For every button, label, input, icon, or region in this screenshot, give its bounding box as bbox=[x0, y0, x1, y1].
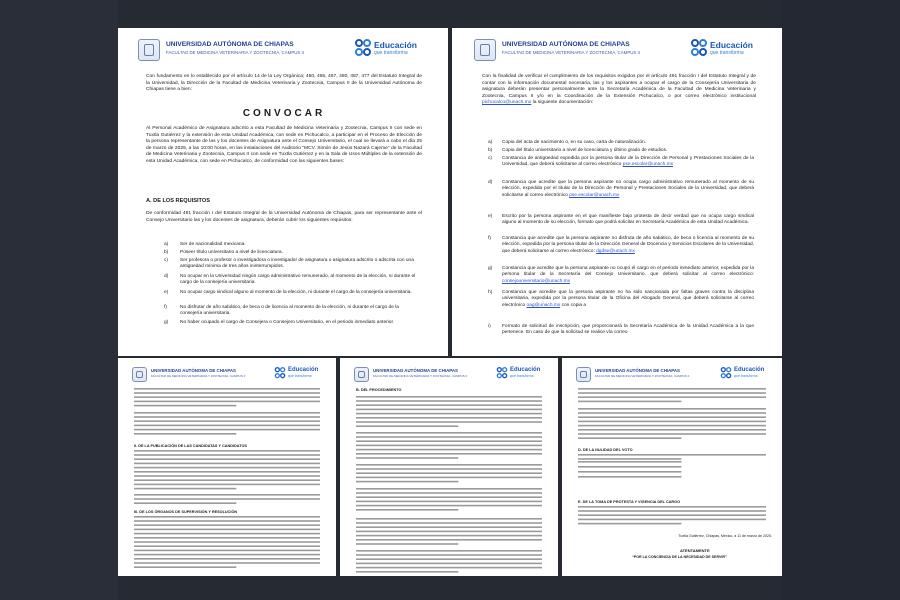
document-email-link[interactable]: consejouniversitario@unach.mx bbox=[502, 278, 571, 284]
text-line bbox=[356, 396, 542, 398]
text-line bbox=[356, 535, 542, 537]
document-marker: a) bbox=[488, 140, 493, 145]
text-line bbox=[134, 533, 320, 535]
university-name: UNIVERSIDAD AUTÓNOMA DE CHIAPAS bbox=[373, 368, 458, 373]
text-line bbox=[134, 529, 320, 531]
faculty-name: FACULTAD DE MEDICINA VETERINARIA Y ZOOTECNIA, CAMPUS II bbox=[502, 50, 641, 55]
document-text-body: Escrito por la persona aspirante en el que manifieste bajo protesta de decir verdad que no ocupa cargo sindical alguno al momento de su elección, formato que podrá solicitar en Secretaría Académica de esta Unidad Académica. bbox=[502, 214, 754, 226]
text-line bbox=[134, 520, 320, 522]
document-email-link[interactable]: pse.escolar@unach.mx bbox=[569, 192, 620, 198]
document-text bbox=[502, 266, 754, 285]
requirements-intro: De conformidad 491 fracción I del Estatuto Integral de la Universidad Autónoma de Chiapas, para ser representante ante el Consejo Universitario las y los docentes de asignatura, deberán cubrir los siguientes requisitos: bbox=[146, 211, 422, 223]
faculty-name: FACULTAD DE MEDICINA VETERINARIA Y ZOOTECNIA, CAMPUS II bbox=[373, 374, 468, 378]
text-line bbox=[134, 471, 320, 473]
document-marker: f) bbox=[488, 236, 491, 241]
text-line bbox=[134, 429, 320, 431]
text-line bbox=[134, 494, 320, 496]
text-line bbox=[356, 531, 542, 533]
text-line bbox=[356, 543, 458, 545]
document-text bbox=[502, 180, 754, 199]
text-line bbox=[578, 506, 766, 508]
text-line bbox=[356, 468, 542, 470]
text-line bbox=[134, 558, 320, 560]
requirement-marker: e) bbox=[164, 290, 169, 295]
text-line bbox=[134, 458, 320, 460]
text-line bbox=[134, 516, 320, 518]
logo-tagline: que transforma bbox=[710, 50, 744, 56]
intro-email-link[interactable]: pichucalco@unach.mx bbox=[482, 100, 532, 106]
document-email-link[interactable]: pse.escolar@unach.mx bbox=[622, 162, 673, 168]
logo-text: Educación bbox=[710, 40, 753, 50]
text-line bbox=[356, 409, 542, 411]
text-line bbox=[356, 550, 542, 552]
document-marker: h) bbox=[488, 290, 493, 295]
text-line bbox=[356, 571, 458, 573]
logo-text: Educación bbox=[288, 367, 319, 373]
requirement-marker: c) bbox=[164, 258, 168, 263]
text-line bbox=[356, 477, 542, 479]
text-line bbox=[578, 392, 766, 394]
document-page-2 bbox=[452, 28, 782, 356]
university-name: UNIVERSIDAD AUTÓNOMA DE CHIAPAS bbox=[151, 368, 236, 373]
text-line bbox=[578, 476, 681, 478]
text-line bbox=[578, 523, 681, 525]
section-a-heading: A. DE LOS REQUISITOS bbox=[146, 198, 210, 204]
text-line bbox=[356, 425, 458, 427]
document-page-5 bbox=[562, 358, 782, 576]
requirement-text: No ocupar cargo sindical alguno al momento de la elección, ni durante el cargo de la consejería universitaria. bbox=[180, 290, 412, 295]
requirement-text: Ser de nacionalidad mexicana. bbox=[180, 242, 246, 247]
document-marker: e) bbox=[488, 214, 493, 219]
requirement-marker: g) bbox=[164, 320, 169, 325]
call-paragraph: Al Personal Académico de Asignatura adscrito a esta Facultad de Medicina Veterinaria y Zootecnia, Campus II con sede en Tuxtla Gutiérrez y la extensión de esta Unidad Académica, con sede en Pichucalco, a participar en el Proceso de Elección de la persona representante de las y los docentes de Asignatura ante el Consejo Universitario, el cual se llevará a cabo el día 25 de marzo de 2025, a las 10:00 horas, en las instalaciones del Auditorio “MCV. Simón de Jesús Nazará Cajeme” de la Facultad de Medicina Veterinaria y Zootecnia, Campus II con sede en Tuxtla Gutiérrez y en la Sala de Usos Múltiples de la extensión de esta Unidad Académica, con sede en Pichucalco, de conformidad con las siguientes bases: bbox=[146, 126, 422, 165]
text-line bbox=[578, 401, 681, 403]
university-name: UNIVERSIDAD AUTÓNOMA DE CHIAPAS bbox=[595, 368, 680, 373]
text-line bbox=[356, 417, 542, 419]
document-text-body: Copia del acta de nacimiento o, en su caso, carta de naturalización. bbox=[502, 140, 646, 145]
text-line bbox=[134, 396, 320, 398]
signing-date: Tuxtla Gutiérrez, Chiapas, México, a 11 de marzo de 2025. bbox=[678, 534, 772, 538]
text-line bbox=[578, 437, 681, 439]
education-logo-icon bbox=[690, 38, 708, 58]
text-line bbox=[134, 498, 320, 500]
requirement-marker: b) bbox=[164, 250, 169, 255]
document-page-4 bbox=[340, 358, 558, 576]
page5-text-block bbox=[562, 358, 782, 576]
text-line bbox=[356, 436, 542, 438]
document-text-body: Constancia de antigüedad expedida por la persona titular de la Dirección de Personal y Prestaciones Sociales de la Universidad, que deberá solicitarse al correo electrónico bbox=[502, 156, 754, 168]
text-line bbox=[356, 522, 542, 524]
text-line bbox=[578, 510, 766, 512]
logo-tagline: que transforma bbox=[734, 374, 758, 378]
document-page-1 bbox=[118, 28, 448, 356]
background-right bbox=[782, 0, 900, 600]
text-line bbox=[134, 463, 320, 465]
text-line bbox=[134, 388, 320, 390]
logo-text: Educación bbox=[510, 367, 541, 373]
page5-section-d-heading: D. DE LA NULIDAD DEL VOTO bbox=[578, 448, 633, 452]
text-line bbox=[356, 449, 542, 451]
logo-tagline: que transforma bbox=[374, 50, 408, 56]
document-email-link[interactable]: dgdse@unach.mx bbox=[596, 248, 635, 254]
text-line bbox=[134, 433, 236, 435]
university-crest-icon bbox=[138, 39, 160, 61]
requirement-text: No ocupar en la Universidad ningún cargo administrativo remunerado, al momento de la elección, ni durante el cargo de la consejería universitaria. bbox=[180, 274, 416, 286]
faculty-name: FACULTAD DE MEDICINA VETERINARIA Y ZOOTECNIA, CAMPUS II bbox=[595, 374, 690, 378]
document-text-body: Formato de solicitud de inscripción, que proporcionará la Secretaría Académica de la Unidad Académica a la que pertenece. En caso de que la solicitud se realice vía correo bbox=[502, 324, 754, 336]
text-line bbox=[134, 454, 320, 456]
text-line bbox=[578, 458, 681, 460]
document-marker: g) bbox=[488, 266, 493, 271]
text-line bbox=[356, 567, 542, 569]
text-line bbox=[578, 425, 766, 427]
text-line bbox=[134, 566, 236, 568]
document-text bbox=[502, 236, 754, 255]
text-line bbox=[356, 501, 542, 503]
text-line bbox=[578, 454, 766, 456]
text-line bbox=[356, 404, 542, 406]
text-line bbox=[134, 502, 236, 504]
text-line bbox=[356, 400, 542, 402]
requirement-text: Ser profesora o profesor o investigadora o investigador de asignatura o asignatura adscrito o adscrita con una antigüedad mínima de tres años ininterrumpidos. bbox=[180, 258, 414, 270]
document-text-body: Constancia que acredite que la persona aspirante no ha sido sancionada por faltas graves contra la disciplina universitaria, expedida por la persona titular de la Oficina del Abogado General, que deberá solicitarse al correo electrónico bbox=[502, 290, 754, 308]
text-line bbox=[134, 405, 236, 407]
text-line bbox=[134, 425, 320, 427]
page3-section-2-heading: II. DE LA PUBLICACIÓN DE LAS CANDIDATAS Y CANDIDATOS bbox=[134, 444, 247, 448]
text-line bbox=[356, 488, 542, 490]
text-line bbox=[578, 396, 766, 398]
document-text bbox=[502, 214, 754, 227]
document-text bbox=[502, 324, 754, 337]
document-page-3 bbox=[118, 358, 336, 576]
document-text bbox=[502, 140, 754, 146]
text-line bbox=[578, 461, 681, 463]
page3-section-3-heading: III. DE LOS ÓRGANOS DE SUPERVISIÓN Y RESOLUCIÓN bbox=[134, 510, 238, 514]
text-line bbox=[578, 412, 766, 414]
text-line bbox=[356, 432, 542, 434]
document-text-after: con copia a bbox=[561, 302, 587, 308]
text-line bbox=[356, 492, 542, 494]
document-text-body: Copia del título universitario a nivel de licenciatura y último grado de estudios. bbox=[502, 148, 668, 153]
document-marker: c) bbox=[488, 156, 492, 161]
document-text bbox=[502, 290, 754, 309]
logo-text: Educación bbox=[374, 40, 417, 50]
text-line bbox=[134, 467, 320, 469]
page3-text-block bbox=[118, 358, 336, 576]
text-line bbox=[134, 479, 320, 481]
document-marker: i) bbox=[488, 324, 491, 329]
requirement-text: Poseer título universitario a nivel de licenciatura. bbox=[180, 250, 283, 255]
text-line bbox=[578, 471, 681, 473]
text-line bbox=[356, 481, 458, 483]
text-line bbox=[134, 488, 236, 490]
text-line bbox=[578, 433, 766, 435]
text-line bbox=[356, 445, 542, 447]
text-line bbox=[134, 545, 320, 547]
text-line bbox=[356, 505, 542, 507]
text-line bbox=[578, 519, 766, 521]
requirement-text: No haber ocupado el cargo de Consejera o Consejero Universitario, en el periodo inmediato anterior. bbox=[180, 320, 395, 325]
faculty-name: FACULTAD DE MEDICINA VETERINARIA Y ZOOTECNIA, CAMPUS II bbox=[151, 374, 246, 378]
education-logo bbox=[690, 38, 770, 60]
text-line bbox=[356, 558, 542, 560]
text-line bbox=[578, 416, 766, 418]
page4-text-block bbox=[340, 358, 558, 576]
document-text-body: Constancia que acredite que la persona aspirante no disfruta de año sabático, de beca o licencia al momento de su elección, expedida por la persona titular de la Dirección General de Docencia y Servicios Escolares de la Universidad, que deberá solicitarse al correo electrónico: bbox=[502, 236, 754, 254]
document-marker: b) bbox=[488, 148, 493, 153]
text-line bbox=[134, 484, 320, 486]
signature-salutation: ATENTAMENTE bbox=[680, 548, 710, 553]
text-line bbox=[356, 518, 542, 520]
requirement-marker: d) bbox=[164, 274, 169, 279]
text-line bbox=[134, 392, 320, 394]
requirement-marker: f) bbox=[164, 305, 167, 310]
document-text bbox=[502, 156, 754, 169]
education-logo bbox=[354, 38, 434, 60]
logo-text: Educación bbox=[734, 367, 765, 373]
document-email-link[interactable]: oag@unach.mx bbox=[526, 302, 561, 308]
text-line bbox=[134, 450, 320, 452]
text-line bbox=[356, 554, 542, 556]
text-line bbox=[134, 401, 320, 403]
signature-motto: “POR LA CONCIENCIA DE LA NECESIDAD DE SERVIR” bbox=[632, 555, 727, 559]
text-line bbox=[134, 537, 320, 539]
document-text-body: Constancia que acredite que la persona aspirante no ocupó el cargo en el periodo inmediato anterior, expedida por la persona titular de la Secretaría del Consejo Universitario, que deberá solicitar al correo electrónico: bbox=[502, 266, 754, 278]
intro-paragraph: Con fundamento en lo establecido por el artículo 14 de la Ley Orgánica; 450, 455, 467, 480, 487, 477 del Estatuto Integral de la Universidad, la Dirección de la Facultad de Medicina Veterinaria y Zootecnia, Campus II de la Universidad Autónoma de Chiapas tiene a bien: bbox=[146, 74, 422, 93]
text-line bbox=[134, 475, 320, 477]
text-line bbox=[356, 472, 542, 474]
text-line bbox=[578, 466, 681, 468]
documents-intro-text: Con la finalidad de verificar el cumplimiento de los requisitos exigidos por el artículo 491 fracción I del Estatuto Integral y de contar con la información documental necesaria, las y los aspirantes a ocupar el cargo de la Consejería Universitaria de asignatura deberán presentar personalmente ante la Secretaría Académica de la Facultad de Medicina Veterinaria y Zootecnia, Campus II y/o en la Coordinación de la Extensión Pichucalco, o por correo electrónico institucional bbox=[482, 74, 756, 99]
text-line bbox=[356, 413, 542, 415]
text-line bbox=[356, 563, 542, 565]
university-name: UNIVERSIDAD AUTÓNOMA DE CHIAPAS bbox=[502, 41, 630, 48]
text-line bbox=[578, 429, 766, 431]
faculty-name: FACULTAD DE MEDICINA VETERINARIA Y ZOOTECNIA, CAMPUS II bbox=[166, 50, 305, 55]
text-line bbox=[134, 541, 320, 543]
text-line bbox=[356, 539, 542, 541]
documents-intro-end: la siguiente documentación: bbox=[532, 100, 594, 106]
text-line bbox=[356, 464, 542, 466]
text-line bbox=[356, 496, 542, 498]
education-logo-icon bbox=[354, 38, 372, 58]
text-line bbox=[578, 514, 766, 516]
university-crest-icon bbox=[474, 39, 496, 61]
text-line bbox=[356, 457, 458, 459]
convocar-heading: CONVOCAR bbox=[242, 108, 326, 119]
text-line bbox=[356, 526, 542, 528]
logo-tagline: que transforma bbox=[288, 374, 312, 378]
document-text bbox=[502, 148, 754, 154]
text-line bbox=[356, 453, 542, 455]
text-line bbox=[134, 420, 320, 422]
text-line bbox=[356, 440, 542, 442]
text-line bbox=[134, 562, 320, 564]
text-line bbox=[134, 554, 320, 556]
requirement-marker: a) bbox=[164, 242, 169, 247]
page4-section-b-heading: B. DEL PROCEDIMIENTO bbox=[356, 388, 402, 392]
document-text-body: Constancia que acredite que la persona aspirante no ocupa cargo administrativo remunerado al momento de su elección, expedida por el titular de la Dirección de Personal y Prestaciones Sociales de la Universidad, que deberá solicitarse al correo electrónico bbox=[502, 180, 754, 198]
background-left bbox=[0, 0, 118, 600]
text-line bbox=[578, 421, 766, 423]
text-line bbox=[134, 550, 320, 552]
text-line bbox=[134, 524, 320, 526]
documents-intro bbox=[482, 74, 756, 107]
text-line bbox=[134, 416, 320, 418]
text-line bbox=[134, 412, 320, 414]
requirement-text: No disfrutar de año sabático, de beca o de licencia al momento de la elección, ni durante el cargo de la consejería universitaria. bbox=[180, 305, 399, 317]
text-line bbox=[578, 408, 766, 410]
document-marker: d) bbox=[488, 180, 493, 185]
text-line bbox=[356, 509, 458, 511]
text-line bbox=[578, 388, 766, 390]
logo-tagline: que transforma bbox=[510, 374, 534, 378]
text-line bbox=[356, 421, 542, 423]
university-name: UNIVERSIDAD AUTÓNOMA DE CHIAPAS bbox=[166, 41, 294, 48]
page5-section-e-heading: E. DE LA TOMA DE PROTESTA Y VIGENCIA DEL CARGO bbox=[578, 500, 681, 504]
